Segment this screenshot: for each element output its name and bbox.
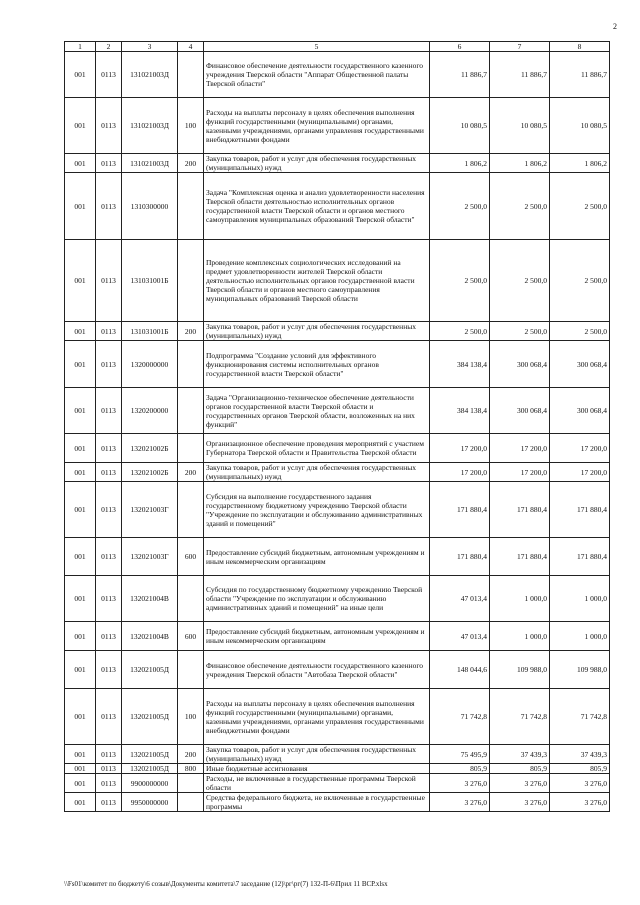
cell-c2: 0113 bbox=[96, 341, 122, 388]
table-row bbox=[65, 154, 610, 173]
cell-c7: 1 000,0 bbox=[490, 622, 550, 651]
cell-c1: 001 bbox=[65, 482, 96, 538]
cell-c2: 0113 bbox=[96, 98, 122, 154]
cell-c7: 2 500,0 bbox=[490, 173, 550, 240]
cell-c8: 10 080,5 bbox=[550, 98, 610, 154]
cell-c7: 17 200,0 bbox=[490, 434, 550, 463]
cell-c5: Закупка товаров, работ и услуг для обеспечения государственных (муниципальных) нужд bbox=[204, 463, 430, 482]
cell-c2: 0113 bbox=[96, 689, 122, 745]
cell-c1: 001 bbox=[65, 173, 96, 240]
cell-c3: 9950000000 bbox=[122, 793, 178, 812]
cell-c7: 3 276,0 bbox=[490, 793, 550, 812]
cell-c2: 0113 bbox=[96, 173, 122, 240]
cell-c6: 384 138,4 bbox=[430, 341, 490, 388]
cell-c2: 0113 bbox=[96, 622, 122, 651]
cell-c5: Проведение комплексных социологических исследований на предмет удовлетворенности жителей Тверской области деятельностью исполнительных органов государственной власти Тверской области и органов местного самоуправления муниципальных образований Тверской области bbox=[204, 240, 430, 322]
cell-c7: 300 068,4 bbox=[490, 388, 550, 434]
cell-c5: Предоставление субсидий бюджетным, автономным учреждениям и иным некоммерческим организациям bbox=[204, 622, 430, 651]
cell-c1: 001 bbox=[65, 52, 96, 98]
cell-c5: Субсидия на выполнение государственного задания государственному бюджетному учреждению Тверской области "Учреждение по эксплуатации и обслуживанию административных зданий и помещений" bbox=[204, 482, 430, 538]
table-row bbox=[65, 463, 610, 482]
cell-c2: 0113 bbox=[96, 538, 122, 576]
table-row bbox=[65, 651, 610, 689]
cell-c4 bbox=[178, 482, 204, 538]
cell-c4: 200 bbox=[178, 154, 204, 173]
table-row bbox=[65, 689, 610, 745]
cell-c6: 17 200,0 bbox=[430, 463, 490, 482]
cell-c5: Предоставление субсидий бюджетным, автономным учреждениям и иным некоммерческим организациям bbox=[204, 538, 430, 576]
cell-c1: 001 bbox=[65, 793, 96, 812]
column-header-7: 7 bbox=[490, 42, 550, 52]
cell-c5: Средства федерального бюджета, не включенные в государственные программы bbox=[204, 793, 430, 812]
cell-c3: 131021003Д bbox=[122, 52, 178, 98]
cell-c8: 300 068,4 bbox=[550, 388, 610, 434]
cell-c6: 805,9 bbox=[430, 764, 490, 774]
cell-c3: 132021005Д bbox=[122, 745, 178, 764]
cell-c3: 132021002Б bbox=[122, 434, 178, 463]
cell-c3: 132021005Д bbox=[122, 689, 178, 745]
cell-c8: 2 500,0 bbox=[550, 322, 610, 341]
table-row bbox=[65, 576, 610, 622]
cell-c6: 2 500,0 bbox=[430, 322, 490, 341]
cell-c1: 001 bbox=[65, 622, 96, 651]
cell-c3: 132021003Г bbox=[122, 538, 178, 576]
cell-c3: 1320200000 bbox=[122, 388, 178, 434]
table-header-row bbox=[65, 42, 610, 52]
table-row bbox=[65, 482, 610, 538]
cell-c6: 10 080,5 bbox=[430, 98, 490, 154]
cell-c8: 71 742,8 bbox=[550, 689, 610, 745]
cell-c4 bbox=[178, 52, 204, 98]
cell-c2: 0113 bbox=[96, 745, 122, 764]
cell-c7: 300 068,4 bbox=[490, 341, 550, 388]
cell-c2: 0113 bbox=[96, 322, 122, 341]
cell-c5: Расходы, не включенные в государственные программы Тверской области bbox=[204, 774, 430, 793]
cell-c1: 001 bbox=[65, 689, 96, 745]
cell-c8: 2 500,0 bbox=[550, 173, 610, 240]
cell-c8: 171 880,4 bbox=[550, 482, 610, 538]
cell-c5: Подпрограмма "Создание условий для эффективного функционирования системы исполнительных органов государственной власти Тверской области" bbox=[204, 341, 430, 388]
cell-c8: 1 000,0 bbox=[550, 622, 610, 651]
table-row bbox=[65, 240, 610, 322]
cell-c6: 47 013,4 bbox=[430, 622, 490, 651]
cell-c5: Расходы на выплаты персоналу в целях обеспечения выполнения функций государственными (муниципальными) органами, казенными учреждениями, органами управления государственными внебюджетными фондами bbox=[204, 689, 430, 745]
cell-c5: Закупка товаров, работ и услуг для обеспечения государственных (муниципальных) нужд bbox=[204, 745, 430, 764]
cell-c5: Финансовое обеспечение деятельности государственного казенного учреждения Тверской области "Аппарат Общественной палаты Тверской области" bbox=[204, 52, 430, 98]
cell-c6: 384 138,4 bbox=[430, 388, 490, 434]
cell-c8: 2 500,0 bbox=[550, 240, 610, 322]
cell-c1: 001 bbox=[65, 322, 96, 341]
column-header-2: 2 bbox=[96, 42, 122, 52]
cell-c8: 17 200,0 bbox=[550, 434, 610, 463]
cell-c6: 71 742,8 bbox=[430, 689, 490, 745]
column-header-6: 6 bbox=[430, 42, 490, 52]
cell-c5: Субсидия по государственному бюджетному учреждению Тверской области "Учреждение по эксплуатации и обслуживанию административных зданий и помещений" на иные цели bbox=[204, 576, 430, 622]
cell-c2: 0113 bbox=[96, 388, 122, 434]
cell-c3: 131031001Б bbox=[122, 322, 178, 341]
cell-c2: 0113 bbox=[96, 793, 122, 812]
cell-c3: 132021005Д bbox=[122, 764, 178, 774]
cell-c8: 1 806,2 bbox=[550, 154, 610, 173]
cell-c4 bbox=[178, 240, 204, 322]
table-row bbox=[65, 98, 610, 154]
cell-c7: 1 000,0 bbox=[490, 576, 550, 622]
cell-c6: 171 880,4 bbox=[430, 482, 490, 538]
table-body bbox=[65, 52, 610, 812]
cell-c7: 10 080,5 bbox=[490, 98, 550, 154]
cell-c7: 11 886,7 bbox=[490, 52, 550, 98]
table-row bbox=[65, 793, 610, 812]
cell-c1: 001 bbox=[65, 576, 96, 622]
cell-c4: 200 bbox=[178, 463, 204, 482]
table-row bbox=[65, 764, 610, 774]
cell-c3: 1310300000 bbox=[122, 173, 178, 240]
cell-c7: 805,9 bbox=[490, 764, 550, 774]
cell-c4: 100 bbox=[178, 689, 204, 745]
cell-c6: 75 495,9 bbox=[430, 745, 490, 764]
cell-c6: 148 044,6 bbox=[430, 651, 490, 689]
column-header-5: 5 bbox=[204, 42, 430, 52]
cell-c8: 3 276,0 bbox=[550, 774, 610, 793]
cell-c1: 001 bbox=[65, 745, 96, 764]
cell-c4: 600 bbox=[178, 538, 204, 576]
cell-c8: 37 439,3 bbox=[550, 745, 610, 764]
cell-c1: 001 bbox=[65, 764, 96, 774]
cell-c1: 001 bbox=[65, 651, 96, 689]
cell-c7: 109 988,0 bbox=[490, 651, 550, 689]
cell-c5: Расходы на выплаты персоналу в целях обеспечения выполнения функций государственными (муниципальными) органами, казенными учреждениями, органами управления государственными внебюджетными фондами bbox=[204, 98, 430, 154]
file-path-footer: \\Fs01\комитет по бюджету\6 созыв\Документы комитета\7 заседание (12)\рг\рг(7) 132-П-6\Прил 11 ВСР.xlsx bbox=[64, 880, 388, 888]
cell-c6: 2 500,0 bbox=[430, 173, 490, 240]
cell-c3: 131021003Д bbox=[122, 154, 178, 173]
cell-c6: 47 013,4 bbox=[430, 576, 490, 622]
cell-c7: 1 806,2 bbox=[490, 154, 550, 173]
table-row bbox=[65, 745, 610, 764]
cell-c6: 171 880,4 bbox=[430, 538, 490, 576]
cell-c1: 001 bbox=[65, 341, 96, 388]
cell-c3: 131031001Б bbox=[122, 240, 178, 322]
cell-c2: 0113 bbox=[96, 764, 122, 774]
cell-c4 bbox=[178, 576, 204, 622]
cell-c6: 11 886,7 bbox=[430, 52, 490, 98]
cell-c2: 0113 bbox=[96, 434, 122, 463]
cell-c3: 132021004В bbox=[122, 622, 178, 651]
cell-c5: Закупка товаров, работ и услуг для обеспечения государственных (муниципальных) нужд bbox=[204, 322, 430, 341]
cell-c2: 0113 bbox=[96, 774, 122, 793]
table-row bbox=[65, 341, 610, 388]
table-row bbox=[65, 52, 610, 98]
cell-c4: 600 bbox=[178, 622, 204, 651]
cell-c5: Иные бюджетные ассигнования bbox=[204, 764, 430, 774]
cell-c7: 37 439,3 bbox=[490, 745, 550, 764]
cell-c7: 2 500,0 bbox=[490, 240, 550, 322]
cell-c2: 0113 bbox=[96, 482, 122, 538]
column-header-8: 8 bbox=[550, 42, 610, 52]
cell-c8: 171 880,4 bbox=[550, 538, 610, 576]
cell-c7: 2 500,0 bbox=[490, 322, 550, 341]
table-row bbox=[65, 322, 610, 341]
column-header-1: 1 bbox=[65, 42, 96, 52]
cell-c1: 001 bbox=[65, 98, 96, 154]
cell-c4 bbox=[178, 173, 204, 240]
cell-c1: 001 bbox=[65, 538, 96, 576]
table-row bbox=[65, 774, 610, 793]
cell-c8: 11 886,7 bbox=[550, 52, 610, 98]
cell-c7: 17 200,0 bbox=[490, 463, 550, 482]
cell-c6: 2 500,0 bbox=[430, 240, 490, 322]
cell-c1: 001 bbox=[65, 154, 96, 173]
table-row bbox=[65, 388, 610, 434]
cell-c2: 0113 bbox=[96, 240, 122, 322]
cell-c2: 0113 bbox=[96, 154, 122, 173]
cell-c5: Финансовое обеспечение деятельности государственного казенного учреждения Тверской области "Автобаза Тверской области" bbox=[204, 651, 430, 689]
cell-c7: 171 880,4 bbox=[490, 482, 550, 538]
table-row bbox=[65, 173, 610, 240]
cell-c6: 17 200,0 bbox=[430, 434, 490, 463]
cell-c3: 1320000000 bbox=[122, 341, 178, 388]
cell-c7: 3 276,0 bbox=[490, 774, 550, 793]
cell-c4: 200 bbox=[178, 745, 204, 764]
cell-c1: 001 bbox=[65, 774, 96, 793]
cell-c3: 132021003Г bbox=[122, 482, 178, 538]
cell-c3: 132021005Д bbox=[122, 651, 178, 689]
cell-c2: 0113 bbox=[96, 576, 122, 622]
cell-c3: 131021003Д bbox=[122, 98, 178, 154]
cell-c2: 0113 bbox=[96, 651, 122, 689]
cell-c8: 300 068,4 bbox=[550, 341, 610, 388]
cell-c2: 0113 bbox=[96, 463, 122, 482]
cell-c1: 001 bbox=[65, 388, 96, 434]
cell-c4 bbox=[178, 793, 204, 812]
cell-c3: 132021002Б bbox=[122, 463, 178, 482]
page-number: 2 bbox=[613, 22, 617, 31]
cell-c7: 71 742,8 bbox=[490, 689, 550, 745]
cell-c5: Организационное обеспечение проведения мероприятий с участием Губернатора Тверской области и Правительства Тверской области bbox=[204, 434, 430, 463]
cell-c1: 001 bbox=[65, 434, 96, 463]
column-header-3: 3 bbox=[122, 42, 178, 52]
cell-c3: 132021004В bbox=[122, 576, 178, 622]
column-header-4: 4 bbox=[178, 42, 204, 52]
cell-c2: 0113 bbox=[96, 52, 122, 98]
cell-c6: 3 276,0 bbox=[430, 774, 490, 793]
cell-c1: 001 bbox=[65, 240, 96, 322]
cell-c5: Задача "Комплексная оценка и анализ удовлетворенности населения Тверской области деятельностью исполнительных органов государственной власти Тверской области и органов местного самоуправления муниципальных образований Тверской области" bbox=[204, 173, 430, 240]
cell-c1: 001 bbox=[65, 463, 96, 482]
cell-c8: 109 988,0 bbox=[550, 651, 610, 689]
cell-c4: 200 bbox=[178, 322, 204, 341]
cell-c4: 100 bbox=[178, 98, 204, 154]
table-row bbox=[65, 538, 610, 576]
budget-table bbox=[64, 41, 610, 812]
cell-c4 bbox=[178, 651, 204, 689]
cell-c7: 171 880,4 bbox=[490, 538, 550, 576]
cell-c5: Задача "Организационно-техническое обеспечение деятельности органов государственной власти Тверской области и государственных органов Тверской области, возложенных на них функций" bbox=[204, 388, 430, 434]
cell-c8: 3 276,0 bbox=[550, 793, 610, 812]
cell-c3: 9900000000 bbox=[122, 774, 178, 793]
cell-c6: 1 806,2 bbox=[430, 154, 490, 173]
cell-c4 bbox=[178, 774, 204, 793]
table-row bbox=[65, 622, 610, 651]
cell-c4 bbox=[178, 388, 204, 434]
cell-c4 bbox=[178, 434, 204, 463]
cell-c4: 800 bbox=[178, 764, 204, 774]
cell-c5: Закупка товаров, работ и услуг для обеспечения государственных (муниципальных) нужд bbox=[204, 154, 430, 173]
cell-c4 bbox=[178, 341, 204, 388]
cell-c6: 3 276,0 bbox=[430, 793, 490, 812]
table-row bbox=[65, 434, 610, 463]
cell-c8: 17 200,0 bbox=[550, 463, 610, 482]
cell-c8: 805,9 bbox=[550, 764, 610, 774]
cell-c8: 1 000,0 bbox=[550, 576, 610, 622]
